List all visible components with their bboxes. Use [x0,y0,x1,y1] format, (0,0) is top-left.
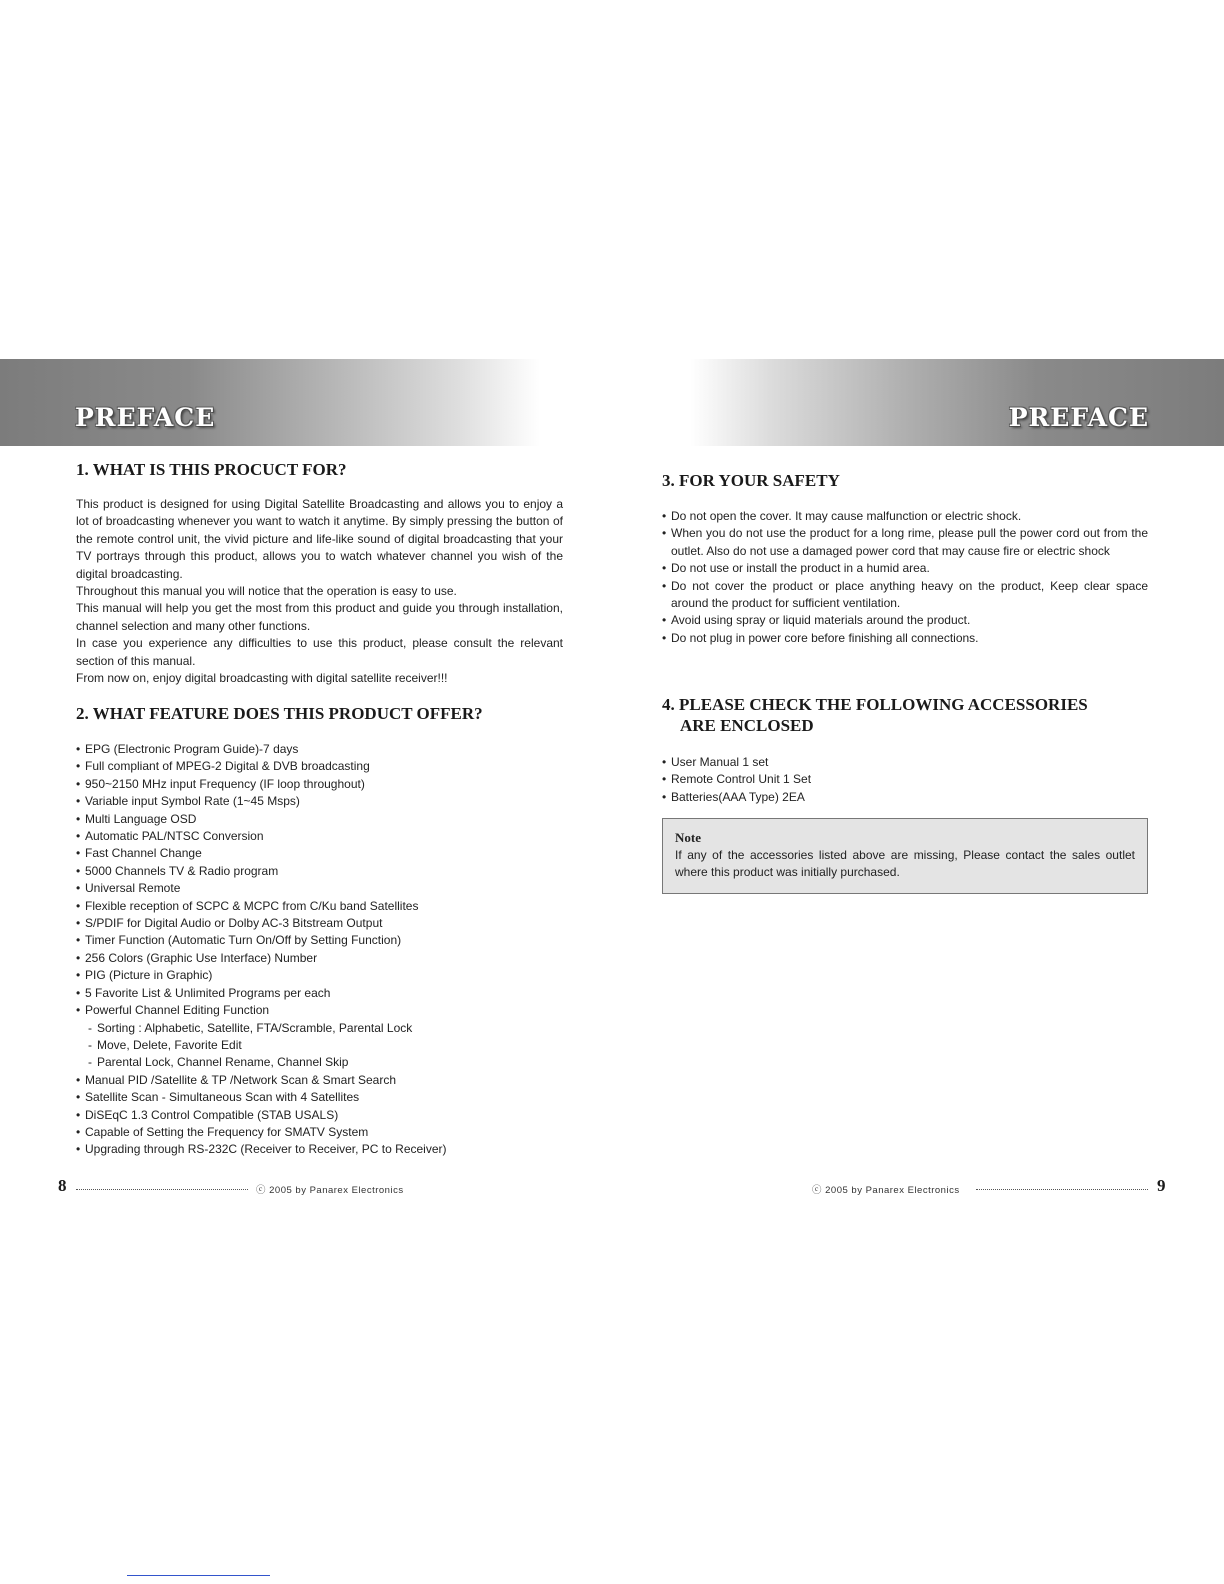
bullet-marker: • [76,950,81,965]
dash-marker: - [88,1055,92,1070]
list-item [76,985,563,1002]
bullet-marker: • [76,916,81,931]
list-item-text: Capable of Setting the Frequency for SMATV System [85,1124,369,1139]
list-item-text: Multi Language OSD [85,811,197,826]
list-item [76,845,563,862]
bullet-marker: • [662,509,667,523]
note-text: If any of the accessories listed above are missing, Please contact the sales outlet where this product was initially purchased. [675,848,1135,880]
bullet-marker: • [76,829,81,844]
list-item-text: Powerful Channel Editing Function [85,1003,270,1018]
list-item-text: Remote Control Unit 1 Set [671,772,812,787]
bullet-marker: • [76,759,81,774]
dash-marker: - [88,1037,92,1052]
list-item-text: Fast Channel Change [85,846,202,861]
list-item [76,741,563,758]
section2-heading: 2. WHAT FEATURE DOES THIS PRODUCT OFFER? [76,704,483,723]
section1-paragraph: This manual will help you get the most from this product and guide you through installation, channel selection and many other functions. [76,601,563,633]
section1-body [76,496,563,687]
section1-heading: 1. WHAT IS THIS PROCUCT FOR? [76,460,347,479]
left-banner-title: PREFACE [75,403,216,432]
link-underline[interactable] [127,1575,270,1576]
bullet-marker: • [76,742,81,756]
bullet-marker: • [76,776,81,791]
list-item [662,578,1148,613]
bullet-marker: • [76,1003,81,1018]
bullet-marker: • [76,794,81,809]
bullet-marker: • [76,811,81,826]
list-item-text: PIG (Picture in Graphic) [85,968,213,983]
list-item-text: 950~2150 MHz input Frequency (IF loop throughout) [85,776,365,791]
list-item [76,863,563,880]
list-item [662,525,1148,560]
left-footer-leader [76,1189,248,1190]
list-item [76,915,563,932]
bullet-marker: • [76,933,81,948]
accessories-list [662,754,1148,806]
list-item [76,811,563,828]
list-item [662,771,1148,788]
section4-heading [662,694,1088,736]
list-item-text: Universal Remote [85,881,181,896]
list-item [76,1089,563,1106]
list-item-text: Manual PID /Satellite & TP /Network Scan & Smart Search [85,1072,397,1087]
list-item [76,776,563,793]
list-item [662,508,1148,525]
list-item-text: Do not open the cover. It may cause malfunction or electric shock. [671,509,1022,523]
list-item [76,967,563,984]
list-item-text: 5 Favorite List & Unlimited Programs per each [85,985,331,1000]
bullet-marker: • [76,1142,81,1157]
list-item [76,1107,563,1124]
right-page-number: 9 [1157,1176,1166,1195]
bullet-marker: • [662,772,667,787]
list-item [76,932,563,949]
bullet-marker: • [662,789,667,804]
list-item-text: When you do not use the product for a long rime, please pull the power cord out from the outlet. Also do not use a damaged power cord that may cause fire or electric shock [671,526,1148,558]
section1-paragraph: In case you experience any difficulties to use this product, please consult the relevant section of this manual. [76,636,563,668]
list-item-text: Variable input Symbol Rate (1~45 Msps) [85,794,300,809]
list-item-text: Move, Delete, Favorite Edit [97,1037,242,1052]
feature-sub-item [76,1054,563,1071]
right-banner-title: PREFACE [1008,403,1149,432]
list-item [662,754,1148,771]
list-item-text: User Manual 1 set [671,755,769,769]
list-item [662,612,1148,629]
section3-heading: 3. FOR YOUR SAFETY [662,471,840,490]
list-item [76,1002,563,1019]
left-page-number: 8 [58,1176,67,1195]
list-item-text: Automatic PAL/NTSC Conversion [85,829,264,844]
list-item [76,880,563,897]
list-item-text: Full compliant of MPEG-2 Digital & DVB broadcasting [85,759,370,774]
dash-marker: - [88,1020,92,1035]
list-item [76,1072,563,1089]
left-copyright: ⓒ 2005 by Panarex Electronics [256,1185,404,1196]
note-box [662,818,1148,894]
section4-heading-line2: ARE ENCLOSED [680,716,814,735]
safety-list [662,508,1148,647]
feature-sub-item [76,1037,563,1054]
list-item-text: Flexible reception of SCPC & MCPC from C/Ku band Satellites [85,898,419,913]
list-item-text: 256 Colors (Graphic Use Interface) Number [85,950,318,965]
list-item [76,898,563,915]
list-item-text: Do not use or install the product in a humid area. [671,561,930,576]
list-item-text: EPG (Electronic Program Guide)-7 days [85,742,299,756]
section1-paragraph: Throughout this manual you will notice that the operation is easy to use. [76,584,457,599]
list-item-text: Upgrading through RS-232C (Receiver to Receiver, PC to Receiver) [85,1142,447,1157]
list-item [662,789,1148,806]
list-item-text: Sorting : Alphabetic, Satellite, FTA/Scramble, Parental Lock [97,1020,413,1035]
bullet-marker: • [76,863,81,878]
right-banner [690,359,1224,446]
feature-sub-item [76,1020,563,1037]
list-item-text: DiSEqC 1.3 Control Compatible (STAB USALS) [85,1107,339,1122]
list-item [662,630,1148,647]
list-item-text: S/PDIF for Digital Audio or Dolby AC-3 Bitstream Output [85,916,383,931]
bullet-marker: • [662,613,667,628]
bullet-marker: • [76,1107,81,1122]
bullet-marker: • [662,561,667,576]
list-item [76,1141,563,1158]
section1-paragraph: This product is designed for using Digital Satellite Broadcasting and allows you to enjoy a lot of broadcasting whenever you want to watch it anytime. By simply pressing the button of the remote control unit, the vivid picture and life-like sound of digital broadcasting that your TV portrays through this product, allows you to watch whatever channel you wish of the digital broadcasting. [76,497,563,581]
bullet-marker: • [76,898,81,913]
bullet-marker: • [76,968,81,983]
section1-paragraph: From now on, enjoy digital broadcasting with digital satellite receiver!!! [76,671,448,686]
list-item-text: Batteries(AAA Type) 2EA [671,789,805,804]
list-item [76,950,563,967]
list-item-text: Do not cover the product or place anything heavy on the product, Keep clear space around the product for sufficient ventilation. [671,578,1148,611]
list-item-text: 5000 Channels TV & Radio program [85,863,279,878]
bullet-marker: • [76,985,81,1000]
right-footer-leader [976,1189,1148,1190]
left-banner [0,359,540,446]
right-copyright: ⓒ 2005 by Panarex Electronics [812,1185,960,1196]
list-item [76,793,563,810]
section4-heading-line1: 4. PLEASE CHECK THE FOLLOWING ACCESSORIES [662,695,1088,714]
bullet-marker: • [662,578,667,593]
list-item-text: Do not plug in power core before finishing all connections. [671,630,979,645]
list-item-text: Satellite Scan - Simultaneous Scan with 4 Satellites [85,1090,360,1105]
bullet-marker: • [76,881,81,896]
list-item [76,1124,563,1141]
list-item-text: Timer Function (Automatic Turn On/Off by Setting Function) [85,933,402,948]
list-item [76,828,563,845]
bullet-marker: • [662,630,667,645]
bullet-marker: • [662,755,667,769]
list-item-text: Parental Lock, Channel Rename, Channel Skip [97,1055,349,1070]
note-title: Note [675,830,701,845]
bullet-marker: • [76,1090,81,1105]
list-item [76,758,563,775]
bullet-marker: • [76,846,81,861]
bullet-marker: • [76,1124,81,1139]
features-list [76,741,563,1159]
bullet-marker: • [76,1072,81,1087]
bullet-marker: • [662,526,667,541]
list-item-text: Avoid using spray or liquid materials around the product. [671,613,971,628]
list-item [662,560,1148,577]
